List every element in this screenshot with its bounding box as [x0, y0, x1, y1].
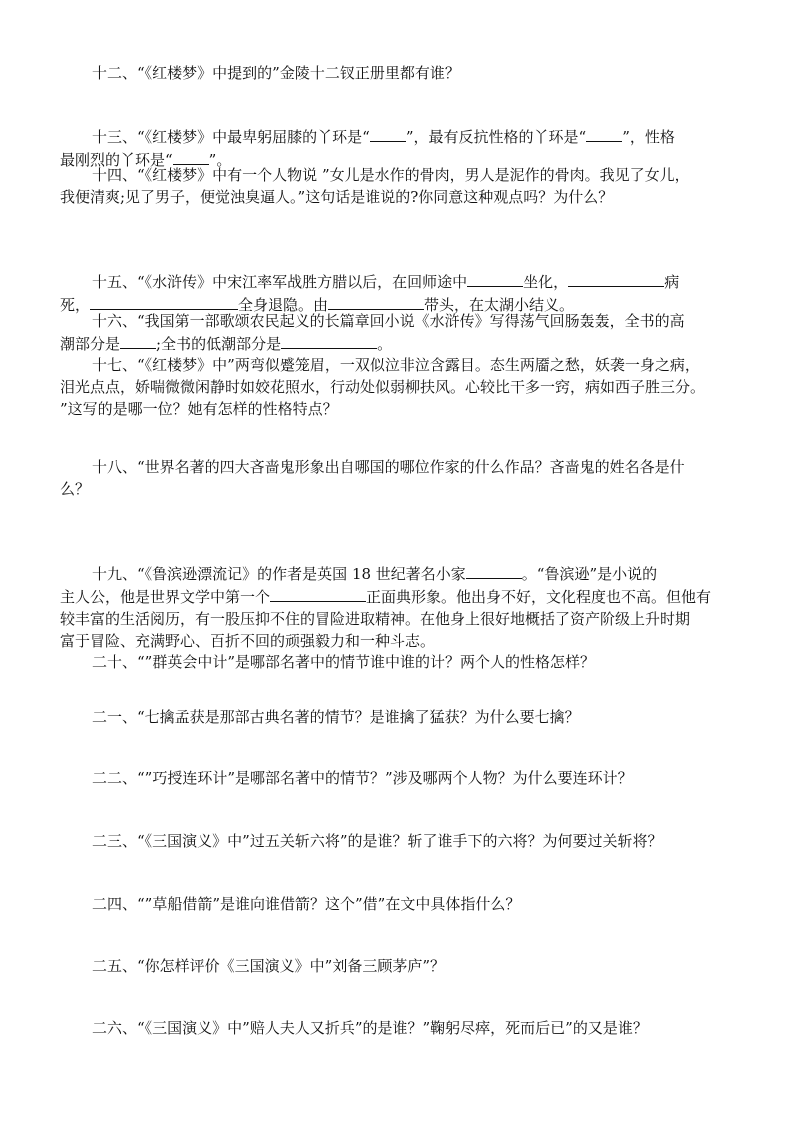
answer-blank[interactable]	[281, 332, 377, 349]
question-14	[60, 164, 732, 208]
question-19-line-2	[60, 585, 732, 608]
question-18	[60, 456, 732, 500]
question-12-line-1: 十二、“《红楼梦》中提到的”金陵十二钗正册里都有谁？	[92, 64, 460, 82]
answer-blank[interactable]	[370, 125, 406, 142]
question-19	[60, 562, 732, 652]
question-16-line-2	[60, 332, 732, 355]
question-15-line-1	[92, 270, 732, 293]
question-17-line-3: ”这写的是哪一位？她有怎样的性格特点？	[60, 400, 338, 418]
question-13-text-a: 十三、“《红楼梦》中最卑躬屈膝的丫环是“	[92, 128, 370, 146]
answer-blank[interactable]	[467, 270, 523, 287]
answer-blank[interactable]	[568, 270, 664, 287]
question-15-text-c: 病	[664, 273, 680, 291]
question-12	[92, 62, 732, 84]
question-15-text-f: 带头，在太湖小结义。	[424, 296, 575, 314]
question-14-line-2: 我便清爽;见了男子，便觉浊臭逼人。”这句话是谁说的?你同意这种观点吗？为什么？	[60, 188, 614, 206]
question-19-line-3: 较丰富的生活阅历，有一股压抑不住的冒险进取精神。在他身上很好地概括了资产阶级上升时期	[60, 610, 691, 628]
question-13-text-c: ”，性格	[622, 128, 675, 146]
question-25	[92, 955, 732, 977]
question-13-text-b: ”，最有反抗性格的丫环是“	[405, 128, 587, 146]
answer-blank[interactable]	[270, 585, 366, 602]
question-24	[92, 893, 732, 915]
answer-blank[interactable]	[466, 562, 522, 579]
question-16-text-a: 潮部分是	[60, 335, 121, 353]
question-13-text-e: ”。	[208, 151, 232, 169]
question-22	[92, 767, 732, 789]
answer-blank[interactable]	[120, 332, 156, 349]
question-16-text-c: 。	[377, 335, 393, 353]
question-19-text-d: 正面典形象。他出身不好，文化程度也不高。但他有	[366, 588, 712, 606]
question-13-text-d: 最刚烈的丫环是“	[60, 151, 173, 169]
question-18-line-2: 么？	[60, 480, 91, 498]
question-23	[92, 830, 732, 852]
question-22-line-1: 二二、“”巧授连环计”是哪部名著中的情节？”涉及哪两个人物？为什么要连环计？	[92, 769, 633, 787]
question-13-line-1	[92, 125, 732, 148]
question-20	[92, 651, 732, 673]
question-16	[60, 310, 732, 355]
question-17-line-2: 泪光点点，娇喘微微闲静时如姣花照水，行动处似弱柳扶风。心较比干多一窍，病如西子胜三分。	[60, 378, 706, 396]
question-16-line-1: 十六、“我国第一部歌颂农民起义的长篇章回小说《水浒传》写得荡气回肠轰轰，全书的高	[92, 312, 685, 330]
question-25-line-1: 二五、“你怎样评价《三国演义》中”刘备三顾茅庐”？	[92, 957, 446, 975]
answer-blank[interactable]	[173, 148, 209, 165]
question-16-text-b: ;全书的低潮部分是	[156, 335, 282, 353]
question-21-line-1: 二一、“七擒孟获是那部古典名著的情节？是谁擒了猛获？为什么要七擒？	[92, 708, 580, 726]
question-19-text-c: 主人公，他是世界文学中第一个	[60, 588, 271, 606]
question-19-text-b: 。“鲁滨逊”是小说的	[521, 565, 658, 583]
answer-blank[interactable]	[586, 125, 622, 142]
question-23-line-1: 二三、“《三国演义》中”过五关斩六将”的是谁？斩了谁手下的六将？为何要过关斩将？	[92, 832, 663, 850]
question-14-line-1: 十四、“《红楼梦》中有一个人物说 ”女儿是水作的骨肉，男人是泥作的骨肉。我见了女儿，	[92, 166, 690, 184]
question-18-line-1: 十八、“世界名著的四大吝啬鬼形象出自哪国的哪位作家的什么作品？吝啬鬼的姓名各是什	[92, 458, 685, 476]
question-15-text-d: 死，	[60, 296, 91, 314]
answer-blank[interactable]	[90, 293, 238, 310]
answer-blank[interactable]	[328, 293, 424, 310]
question-15-text-e: 全身退隐。由	[238, 296, 329, 314]
question-17	[60, 354, 732, 420]
question-19-text-a: 十九、“《鲁滨逊漂流记》的作者是英国 18 世纪著名小家	[92, 565, 466, 583]
question-15-text-b: 坐化，	[523, 273, 569, 291]
question-26	[92, 1017, 732, 1039]
question-15-text-a: 十五、“《水浒传》中宋江率军战胜方腊以后，在回师途中	[92, 273, 468, 291]
question-24-line-1: 二四、“”草船借箭”是谁向谁借箭？这个”借”在文中具体指什么？	[92, 895, 521, 913]
question-19-line-4: 富于冒险、充满野心、百折不回的顽强毅力和一种斗志。	[60, 632, 436, 650]
question-26-line-1: 二六、“《三国演义》中”赔人夫人又折兵”的是谁？”鞠躬尽瘁，死而后已”的又是谁？	[92, 1019, 648, 1037]
question-20-line-1: 二十、“”群英会中计”是哪部名著中的情节谁中谁的计？两个人的性格怎样？	[92, 653, 596, 671]
question-19-line-1	[92, 562, 732, 585]
question-17-line-1: 十七、“《红楼梦》中”两弯似蹙笼眉，一双似泣非泣含露目。态生两靥之愁，妖袭一身之病，	[92, 356, 700, 374]
question-21	[92, 706, 732, 728]
